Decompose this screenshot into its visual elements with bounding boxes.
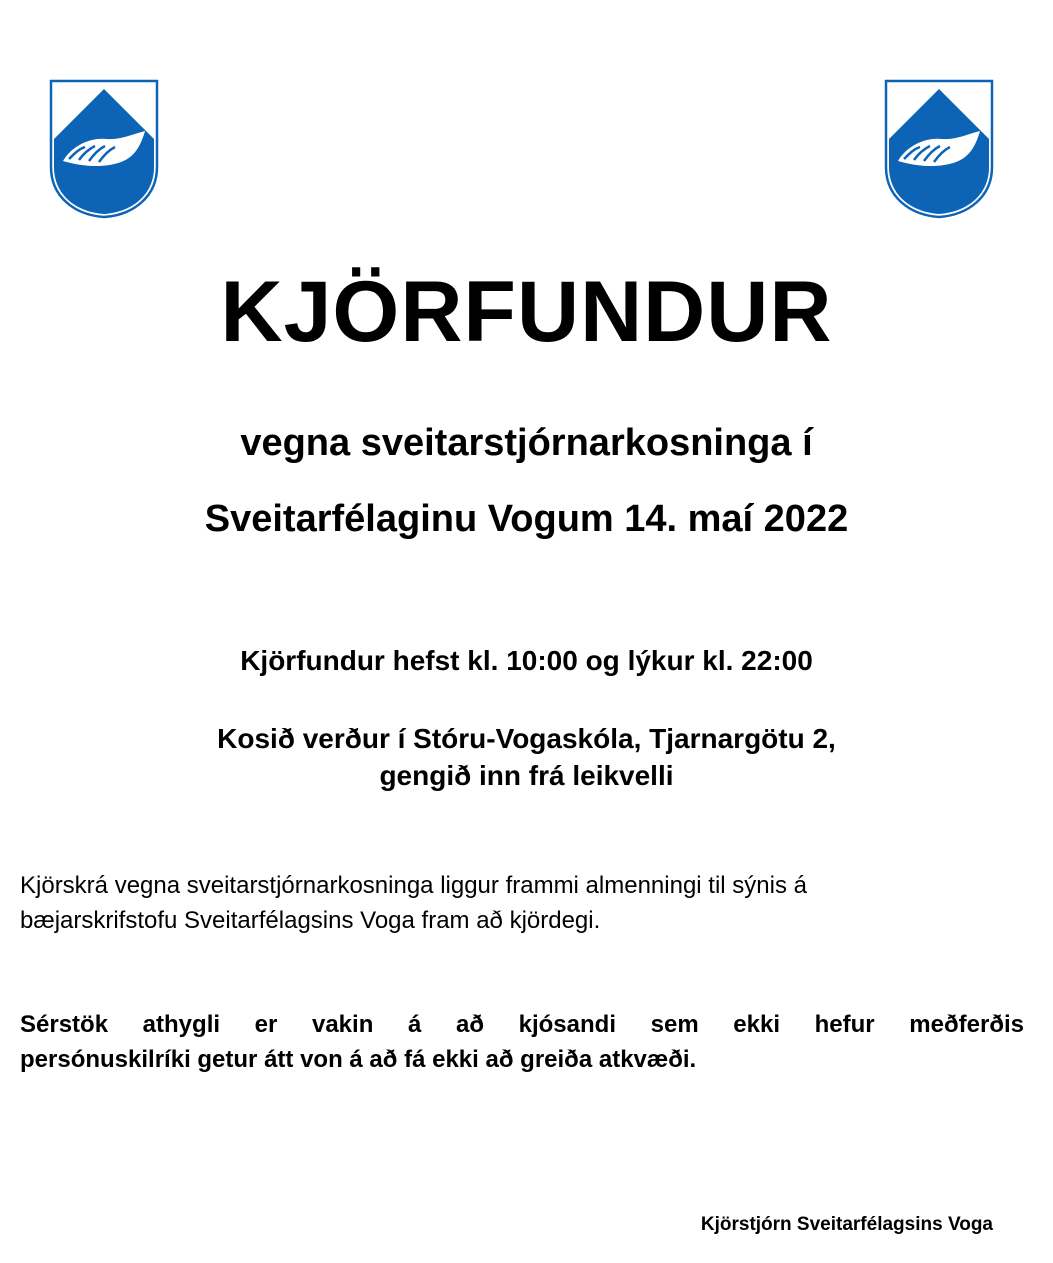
register-line-2: bæjarskrifstofu Sveitarfélagsins Voga fram að kjördegi. — [20, 907, 601, 934]
location-line-2: gengið inn frá leikvelli — [379, 760, 674, 791]
subtitle-line-1: vegna sveitarstjórnarkosninga í — [240, 422, 813, 464]
coat-of-arms-left-icon — [49, 79, 159, 219]
opening-hours: Kjörfundur hefst kl. 10:00 og lýkur kl. 22:00 — [240, 645, 813, 676]
id-line-1: Sérstök athygli er vakin á að kjósandi sem ekki hefur meðferðis — [20, 1011, 1024, 1038]
identification-notice — [20, 1007, 1024, 1077]
location-line-1: Kosið verður í Stóru-Vogaskóla, Tjarnargötu 2, — [217, 723, 836, 754]
signature: Kjörstjórn Sveitarfélagsins Voga — [700, 1214, 993, 1235]
coat-of-arms-right-icon — [884, 79, 994, 219]
id-line-2: persónuskilríki getur átt von á að fá ekki að greiða atkvæði. — [20, 1046, 697, 1073]
voter-register-notice — [20, 868, 1024, 938]
register-line-1: Kjörskrá vegna sveitarstjórnarkosninga liggur frammi almenningi til sýnis á — [20, 872, 807, 899]
subtitle-line-2: Sveitarfélaginu Vogum 14. maí 2022 — [204, 498, 849, 540]
polling-location — [0, 720, 1053, 794]
page-title: KJÖRFUNDUR — [220, 264, 833, 360]
